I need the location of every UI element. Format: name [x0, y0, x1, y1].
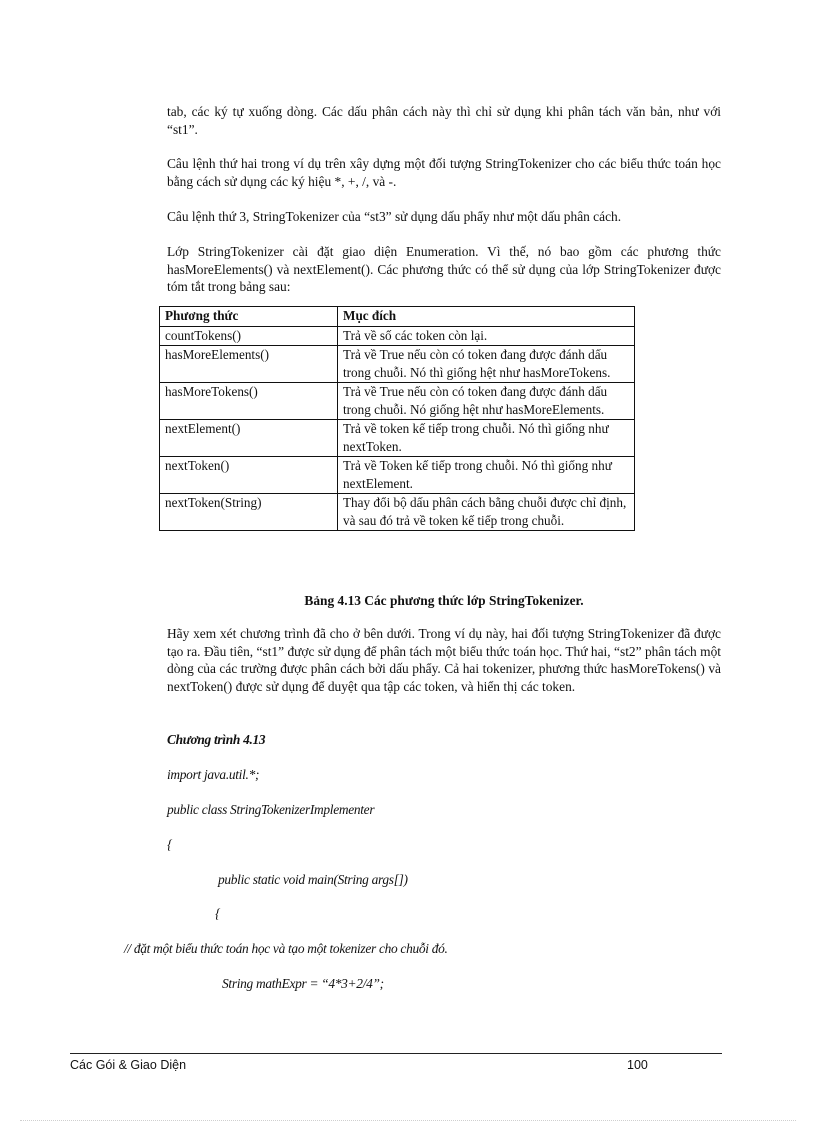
table-row	[160, 420, 635, 457]
code-line-math-expr: String mathExpr = “4*3+2/4”;	[222, 976, 384, 991]
table-row	[160, 383, 635, 420]
header-purpose: Mục đích	[338, 307, 635, 327]
footer-divider	[70, 1053, 722, 1054]
table-row	[160, 494, 635, 531]
purpose-cell: Trả về số các token còn lại.	[338, 326, 635, 346]
table-caption: Bảng 4.13 Các phương thức lớp StringTokenizer.	[304, 593, 584, 608]
code-line-main: public static void main(String args[])	[218, 872, 408, 887]
paragraph-delimiters: tab, các ký tự xuống dòng. Các dấu phân cách này thì chỉ sử dụng khi phân tách văn bản, như với “st1”.	[167, 104, 721, 137]
purpose-cell: Thay đổi bộ dấu phân cách bằng chuỗi được chỉ định, và sau đó trả về token kế tiếp trong chuỗi.	[338, 494, 635, 531]
program-title: Chương trình 4.13	[167, 732, 266, 747]
code-line-import: import java.util.*;	[167, 767, 260, 782]
table-header-row	[160, 307, 635, 327]
method-cell: countTokens()	[160, 326, 338, 346]
method-cell: nextElement()	[160, 420, 338, 457]
method-cell: nextToken(String)	[160, 494, 338, 531]
footer-title: Các Gói & Giao Diện	[70, 1058, 187, 1072]
code-line-comment: // đặt một biểu thức toán học và tạo một tokenizer cho chuỗi đó.	[124, 941, 448, 956]
table-row	[160, 326, 635, 346]
purpose-cell: Trả về True nếu còn có token đang được đánh dấu trong chuỗi. Nó giống hệt như hasMoreElements.	[338, 383, 635, 420]
method-cell: hasMoreTokens()	[160, 383, 338, 420]
page-number: 100	[627, 1058, 648, 1072]
purpose-cell: Trả về True nếu còn có token đang được đánh dấu trong chuỗi. Nó thì giống hệt như hasMoreTokens.	[338, 346, 635, 383]
paragraph-enumeration: Lớp StringTokenizer cài đặt giao diện Enumeration. Vì thế, nó bao gồm các phương thức hasMoreElements() và nextElement(). Các phương thức có thể sử dụng của lớp StringTokenizer được tóm tắt trong bảng sau:	[167, 244, 721, 294]
table-row	[160, 346, 635, 383]
paragraph-second-statement: Câu lệnh thứ hai trong ví dụ trên xây dựng một đối tượng StringTokenizer cho các biểu thức toán học bằng cách sử dụng các ký hiệu *, +, /, và -.	[167, 156, 721, 189]
method-cell: hasMoreElements()	[160, 346, 338, 383]
code-line-open-brace-inner: {	[215, 906, 221, 921]
page-bottom-border	[20, 1120, 796, 1121]
code-line-open-brace: {	[167, 837, 173, 852]
methods-table	[159, 306, 635, 531]
purpose-cell: Trả về Token kế tiếp trong chuỗi. Nó thì giống như nextElement.	[338, 457, 635, 494]
header-method: Phương thức	[160, 307, 338, 327]
purpose-cell: Trả về token kế tiếp trong chuỗi. Nó thì giống như nextToken.	[338, 420, 635, 457]
paragraph-third-statement: Câu lệnh thứ 3, StringTokenizer của “st3” sử dụng dấu phẩy như một dấu phân cách.	[167, 209, 622, 224]
code-line-class: public class StringTokenizerImplementer	[167, 802, 375, 817]
method-cell: nextToken()	[160, 457, 338, 494]
paragraph-program-description: Hãy xem xét chương trình đã cho ở bên dưới. Trong ví dụ này, hai đối tượng StringTokenizer đã được tạo ra. Đầu tiên, “st1” được sử dụng để phân tách một biểu thức toán học. Thứ hai, “st2” phân tách một dòng của các trường được phân cách bởi dấu phẩy. Cả hai tokenizer, phương thức hasMoreTokens() và nextToken() được sử dụng để duyệt qua tập các token, và hiển thị các token.	[167, 626, 721, 694]
table-row	[160, 457, 635, 494]
